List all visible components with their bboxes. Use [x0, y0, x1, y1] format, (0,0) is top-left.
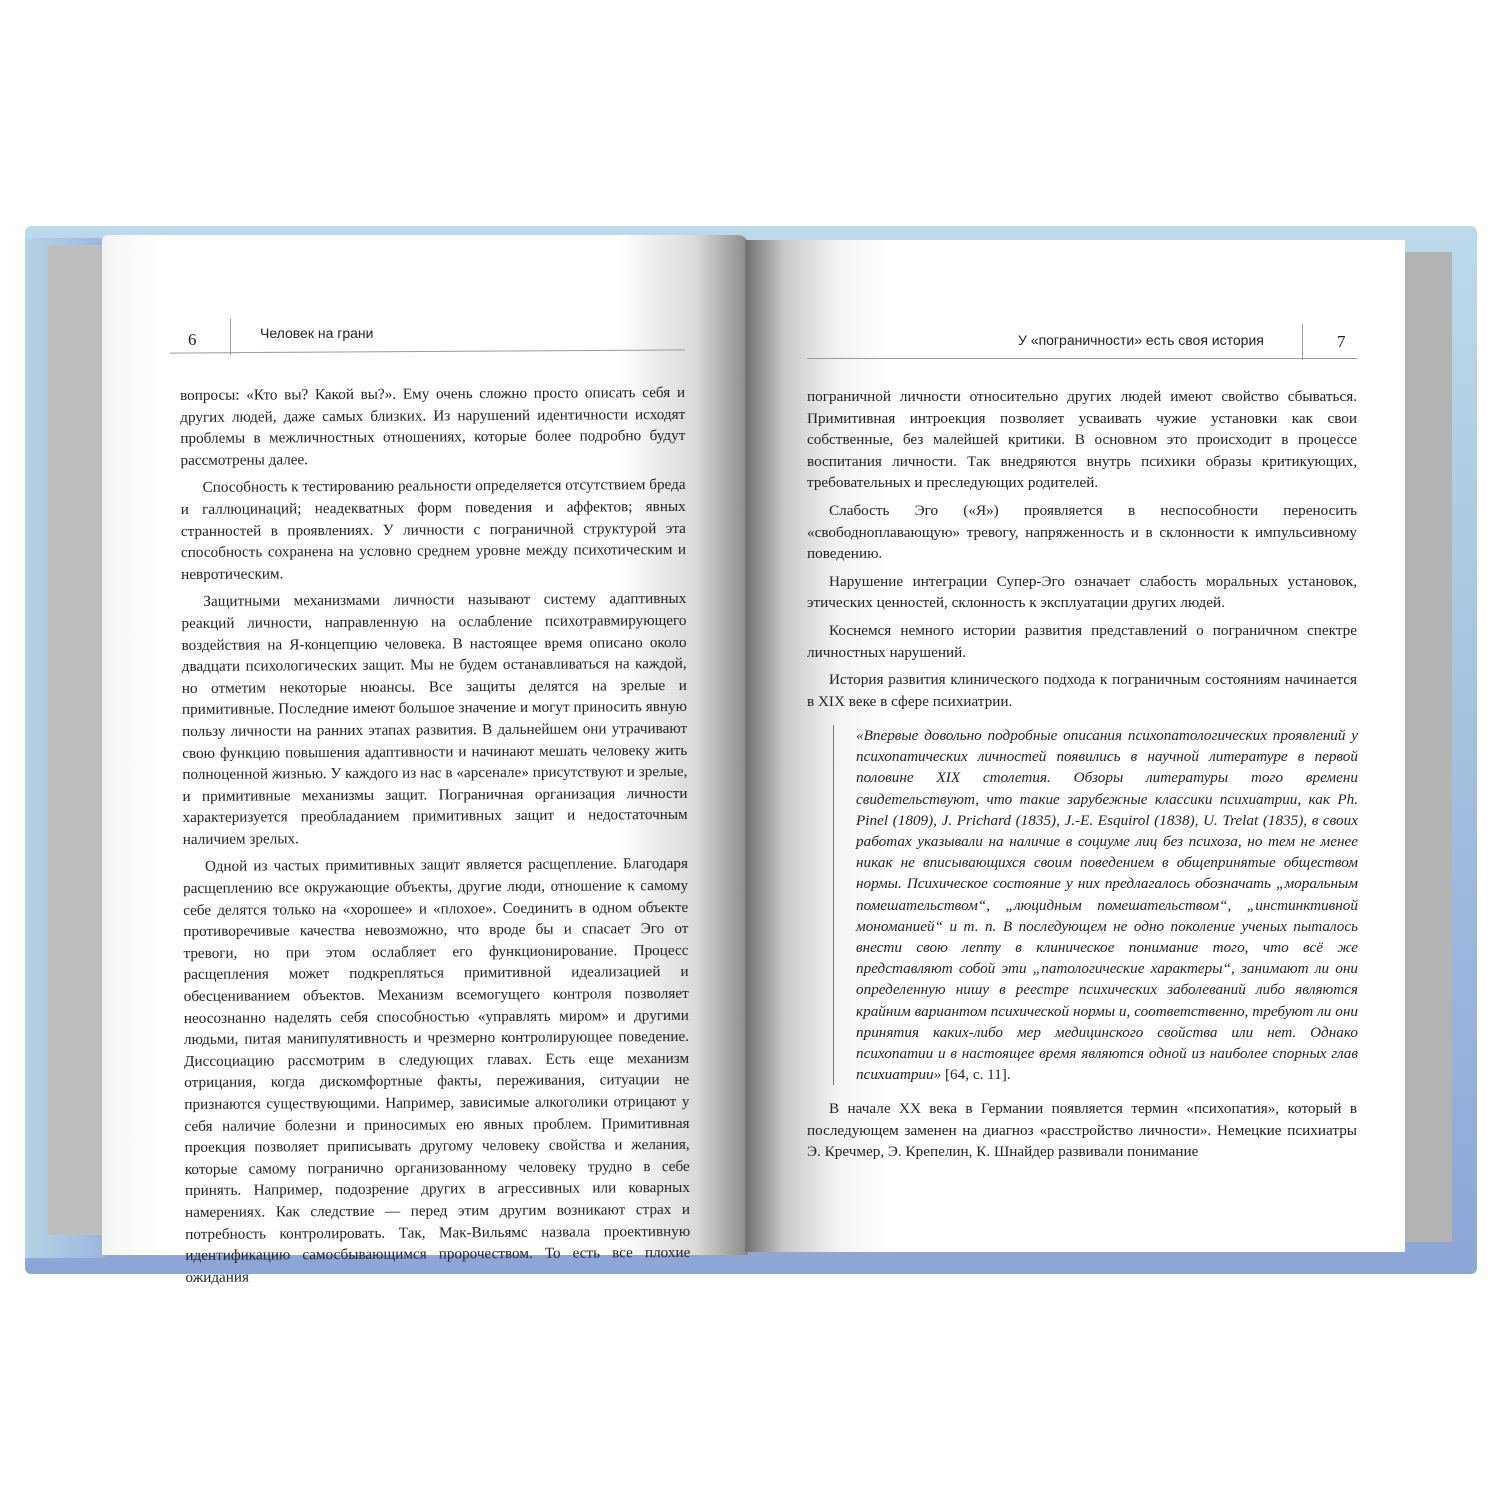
right-header-rule — [807, 358, 1357, 359]
page-stack-left — [48, 245, 108, 1235]
right-header-separator — [1302, 324, 1303, 360]
right-paragraph: Слабость Эго («Я») проявляется в неспособности переносить «свободноплавающую» тревогу, напряженность и в склонности к импульсивному поведению. — [807, 501, 1357, 563]
right-paragraph: пограничной личности относительно других людей имеют свойство сбываться. Примитивная интроекция позволяет усваивать чужие установки как свои собственные, без малейшей критики. В основном это происходит в процессе воспитания личности. Так внедряются внутрь психики образы критикующих, требовательных и преследующих родителей. — [807, 388, 1357, 492]
left-page-number: 6 — [188, 330, 197, 349]
right-paragraph: История развития клинического подхода к пограничным состояниям начинается в XIX веке в сфере психиатрии. — [807, 671, 1357, 710]
left-header-separator — [230, 319, 231, 355]
left-paragraph: Одной из частых примитивных защит является расщепление. Благодаря расщеплению все окружающие объекты, другие люди, отношение к самому себе делятся только на «хорошее» и «плохое». Соединить в одном объекте противоречивые качества невозможно, что вроде бы и спасает Эго от тревоги, но при этом ослабляет его функционирование. Процесс расщепления может подкрепляться примитивной идеализацией и обесцениванием объектов. Механизм всемогущего контроля позволяет неосознанно наделять себя способностью «управлять миром» и другими людьми, питая манипулятивность и чрезмерно контролирующее поведение. Диссоциацию рассмотрим в следующих главах. Есть еще механизм отрицания, когда дискомфортные факты, переживания, ситуации не признаются существующими. Например, зависимые алкоголики отрицают у себя наличие болезни и приносимых ею явных проблем. Примитивная проекция позволяет приписывать другому человеку свойства и желания, которые самому погранично организованному человеку трудно в себе принять. Например, подозрение других в агрессивных или коварных намерениях. Как следствие — перед этим другим возникают страх и потребность контролировать. Так, Мак-Вильямс назвала проективную идентификацию самосбывающимся пророчеством. То есть все плохие ожидания — [183, 855, 691, 1286]
right-paragraph: Нарушение интеграции Супер-Эго означает слабость моральных установок, этических ценностей, склонность к эксплуатации других людей. — [807, 572, 1357, 612]
right-page — [745, 240, 1405, 1252]
block-quote — [833, 725, 1358, 1085]
left-paragraph: Способность к тестированию реальности определяется отсутствием бреда и галлюцинаций; неадекватных форм поведения и аффектов; явных странностей в проявлениях. У личности с пограничной структурой эта способность сохранена на условно среднем уровне между психотическим и невротическим. — [180, 476, 687, 583]
page-stack-right — [1400, 252, 1452, 1242]
left-paragraph: вопросы: «Кто вы? Какой вы?». Ему очень сложно просто описать себя и других людей, даже самых близких. Из нарушений идентичности исходят проблемы в межличностных отношениях, которые более подробно будут рассмотрены далее. — [180, 383, 686, 469]
right-body-text-after-quote — [807, 1098, 1357, 1169]
right-paragraph: Коснемся немного истории развития представлений о пограничном спектре личностных нарушений. — [807, 621, 1357, 661]
right-body-text — [807, 386, 1357, 718]
right-paragraph: В начале XX века в Германии появляется термин «психопатия», который в последующем заменен на диагноз «расстройство личности». Немецкие психиатры Э. Кречмер, Э. Крепелин, К. Шнайдер развивали понимание — [807, 1100, 1357, 1161]
left-header-rule — [170, 349, 685, 353]
right-running-title: У «пограничности» есть своя история — [1018, 332, 1264, 348]
left-paragraph: Защитными механизмами личности называют систему адаптивных реакций личности, направленную на ослабление психотравмирующего воздействия на Я-концепцию человека. В настоящее время описано около двадцати психологических защит. Мы не будем останавливаться на каждой, но отметим некоторые нюансы. Все защиты делятся на зрелые и примитивные. Последние имеют большое значение и могут приносить явную пользу личности на ранних этапах развития. В дальнейшем они утрачивают свою функцию повышения адаптивности и начинают мешать человеку жить полноценной жизнью. У каждого из нас в «арсенале» присутствуют и зрелые, и примитивные механизмы защит. Пограничная организация личности характеризуется преобладанием примитивных защит и недостаточным наличием зрелых. — [181, 590, 688, 848]
left-page — [102, 235, 748, 1286]
quote-reference: [64, с. 11]. — [945, 1066, 1011, 1084]
left-body-text — [180, 382, 691, 1294]
right-page-number: 7 — [1337, 332, 1346, 351]
quote-text: «Впервые довольно подробные описания психопатологических проявлений у психопатических личностей появились в научной литературе в первой половине XIX столетия. Обзоры литературы того времени свидетельствуют, что такие зарубежные классики психиатрии, как Ph. Pinel (1809), J. Prichard (1835), J.-E. Esquirol (1838), U. Trelat (1835), в своих работах указывали на наличие в социуме лиц без психоза, но тем не менее никак не вписывающихся своим поведением в общепринятые обществом нормы. Психическое состояние у них предлагалось обозначать „моральным помешательством“, „люцидным помешательством“, „инстинктивной мономанией“ и т. п. В последующем не одно поколение ученых пыталось внести свою лепту в клиническое понимание того, что всё же представляют собой эти „патологические характеры“, занимают ли они определенную нишу в реестре психических заболеваний либо являются крайним вариантом психической нормы и, соответственно, требуют ли они принятия каких-либо мер медицинского свойства или нет. Однако психопатии и в настоящее время являются одной из наиболее спорных глав психиатрии» — [856, 727, 1358, 1084]
left-running-title: Человек на грани — [260, 325, 374, 341]
